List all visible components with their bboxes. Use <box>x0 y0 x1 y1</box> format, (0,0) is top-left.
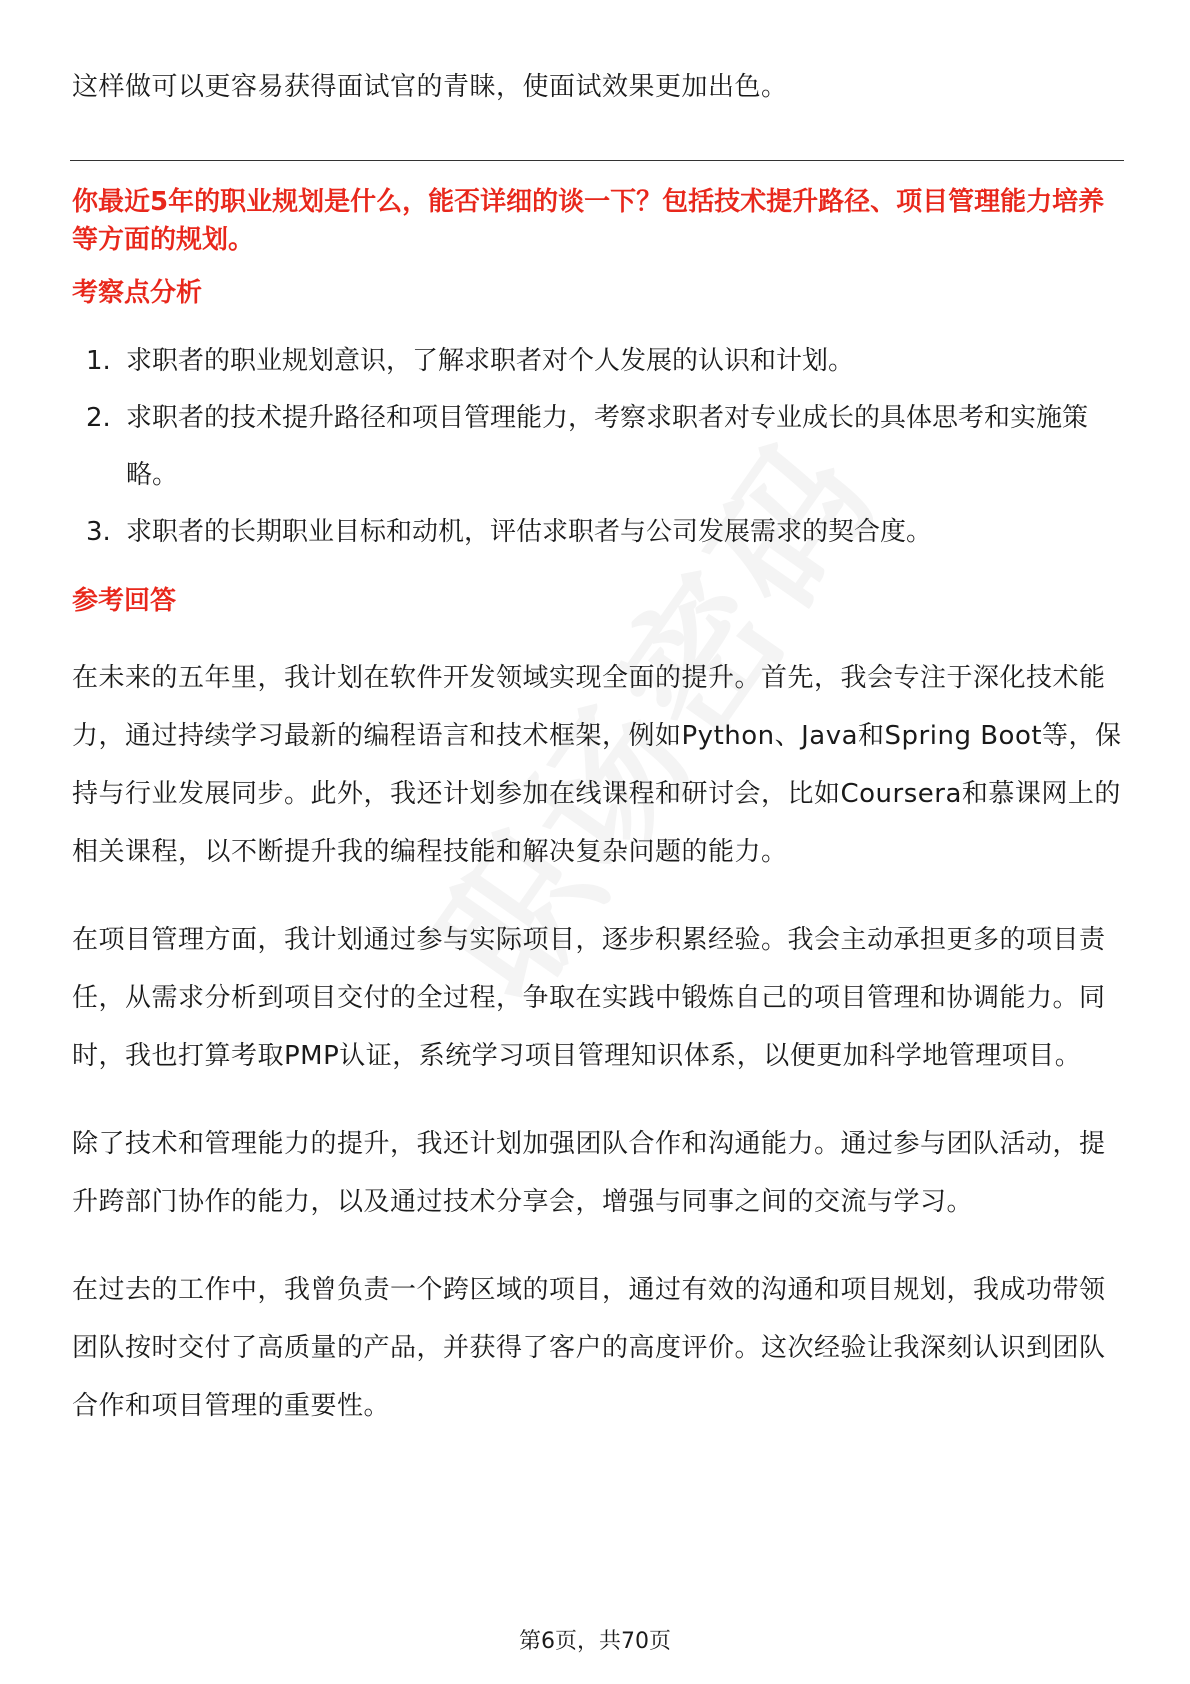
answer-paragraph: 在过去的工作中，我曾负责一个跨区域的项目，通过有效的沟通和项目规划，我成功带领团队按时交付了高质量的产品，并获得了客户的高度评价。这次经验让我深刻认识到团队合作和项目管理的重要性。 <box>72 1275 1106 1421</box>
answer-paragraph: 在未来的五年里，我计划在软件开发领域实现全面的提升。首先，我会专注于深化技术能力，通过持续学习最新的编程语言和技术框架，例如Python、Java和Spring Boot等，保持与行业发展同步。此外，我还计划参加在线课程和研讨会，比如Coursera和慕课网上的相关课程，以不断提升我的编程技能和解决复杂问题的能力。 <box>72 663 1122 867</box>
list-number: 3. <box>86 517 111 547</box>
answer-paragraph: 除了技术和管理能力的提升，我还计划加强团队合作和沟通能力。通过参与团队活动，提升跨部门协作的能力，以及通过技术分享会，增强与同事之间的交流与学习。 <box>72 1129 1106 1217</box>
analysis-heading: 考察点分析 <box>72 278 203 308</box>
list-item <box>72 504 1122 561</box>
question-heading: 你最近5年的职业规划是什么，能否详细的谈一下？包括技术提升路径、项目管理能力培养等方面的规划。 <box>72 187 1105 255</box>
page-content <box>72 58 1122 1465</box>
answer-paragraph: 在项目管理方面，我计划通过参与实际项目，逐步积累经验。我会主动承担更多的项目责任，从需求分析到项目交付的全过程，争取在实践中锻炼自己的项目管理和协调能力。同时，我也打算考取PMP认证，系统学习项目管理知识体系，以便更加科学地管理项目。 <box>72 925 1106 1071</box>
list-number: 1. <box>86 346 111 376</box>
page-footer: 第6页，共70页 <box>519 1629 671 1654</box>
list-item <box>72 333 1122 390</box>
list-item <box>72 390 1122 504</box>
list-item-text: 求职者的长期职业目标和动机，评估求职者与公司发展需求的契合度。 <box>126 517 933 547</box>
section-divider <box>70 160 1124 161</box>
answer-heading: 参考回答 <box>72 586 177 616</box>
list-item-text: 求职者的职业规划意识，了解求职者对个人发展的认识和计划。 <box>126 346 855 376</box>
analysis-list <box>72 333 1122 561</box>
intro-text: 这样做可以更容易获得面试官的青睐，使面试效果更加出色。 <box>72 72 788 102</box>
list-item-text: 求职者的技术提升路径和项目管理能力，考察求职者对专业成长的具体思考和实施策略。 <box>126 403 1089 490</box>
list-number: 2. <box>86 403 111 433</box>
